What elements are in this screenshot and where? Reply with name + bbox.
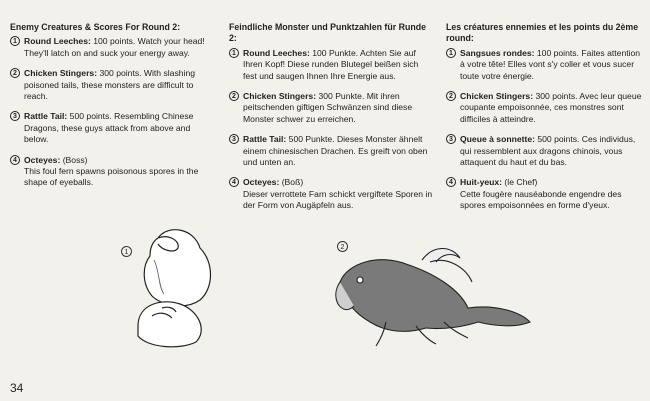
- figure-label: 1: [121, 246, 132, 257]
- entry-number: 4: [229, 177, 239, 187]
- entry-name: Chicken Stingers:: [24, 68, 98, 79]
- entry-rattle-tail: [229, 134, 434, 168]
- entry-chicken-stingers: [10, 68, 210, 102]
- entry-number: 4: [10, 155, 20, 165]
- entry-text: 500 points. Resembling Chinese Dragons, these guys attack from above and below.: [24, 111, 194, 145]
- entry-name: Chicken Stingers:: [243, 91, 317, 102]
- column-french: [446, 22, 642, 221]
- page-number: 34: [10, 381, 24, 395]
- entry-name: Rattle Tail:: [243, 134, 287, 145]
- entry-number: 2: [446, 91, 456, 101]
- entry-round-leeches: [229, 48, 434, 82]
- entry-desc: Dieser verrottete Farn schickt vergiftete Sporen in der Form von Augäpfeln aus.: [243, 188, 433, 211]
- entry-rattle-tail: [446, 134, 642, 168]
- entry-text: (Boß): [279, 177, 304, 188]
- entry-chicken-stingers: [229, 91, 434, 125]
- entry-text: (le Chef): [502, 177, 538, 188]
- entry-number: 3: [229, 134, 239, 144]
- entry-number: 4: [446, 177, 456, 187]
- entry-text: 500 Punkte. Dieses Monster ähnelt einem chinesischen Drachen. Es greift von oben und unten an.: [243, 134, 428, 168]
- entry-text: 500 points. Ces individus, qui ressemblent aux dragons chinois, vous attaquent du haut et du bas.: [460, 134, 636, 168]
- entry-text: (Boss): [60, 154, 88, 165]
- entry-number: 2: [229, 91, 239, 101]
- entry-round-leeches: [10, 36, 210, 59]
- entry-number: 1: [10, 36, 20, 46]
- entry-name: Queue à sonnette:: [460, 134, 535, 145]
- entry-name: Round Leeches:: [24, 36, 91, 47]
- entry-text: 100 points. Watch your head! They'll latch on and suck your energy away.: [24, 36, 205, 58]
- entry-text: 300 Punkte. Mit ihren peitschenden giftigen Schwänzen sind diese Monster schwer zu erreichen.: [243, 91, 413, 124]
- entry-name: Rattle Tail:: [24, 111, 68, 122]
- entry-octeyes: [446, 177, 642, 211]
- column-german: [229, 22, 434, 221]
- chicken-stinger-illustration: [326, 242, 536, 354]
- entry-number: 2: [10, 68, 20, 78]
- entry-name: Octeyes:: [24, 154, 61, 165]
- entry-name: Round Leeches:: [243, 47, 310, 58]
- entry-round-leeches: [446, 48, 642, 82]
- entry-text: 100 points. Faites attention à votre tête! Elles vont s'y coller et vous sucer toute votre énergie.: [460, 47, 641, 81]
- column-heading: Enemy Creatures & Scores For Round 2:: [10, 22, 181, 32]
- entry-number: 1: [446, 48, 456, 58]
- entry-text: 300 points. Avec leur queue coupante empoisonnée, ces monstres sont difficiles à atteindre.: [460, 91, 642, 124]
- entry-number: 1: [229, 48, 239, 58]
- entry-number: 3: [10, 111, 20, 121]
- entry-text: 100 Punkte. Achten Sie auf Ihren Kopf! Diese runden Blutegel beißen sich fest und saugen Ihnen Ihre Energie aus.: [243, 47, 419, 81]
- entry-name: Sangsues rondes:: [460, 47, 535, 58]
- entry-octeyes: [229, 177, 434, 211]
- round-leech-illustration: [128, 226, 223, 351]
- entry-text: 300 points. With slashing poisoned tails, these monsters are difficult to reach.: [24, 68, 196, 102]
- entry-name: Octeyes:: [243, 177, 280, 188]
- entry-name: Huit-yeux:: [460, 177, 503, 188]
- entry-octeyes: [10, 155, 210, 189]
- entry-rattle-tail: [10, 111, 210, 145]
- entry-chicken-stingers: [446, 91, 642, 125]
- entry-desc: Cette fougère nauséabonde engendre des spores empoisonnées en forme d'yeux.: [460, 188, 622, 211]
- column-heading: Feindliche Monster und Punktzahlen für Runde 2:: [229, 22, 426, 44]
- entry-number: 3: [446, 134, 456, 144]
- figure-label: 2: [337, 241, 348, 252]
- entry-desc: This foul fern spawns poisonous spores in the shape of eyeballs.: [24, 166, 199, 188]
- column-heading: Les créatures ennemies et les points du 2ème round:: [446, 22, 639, 44]
- column-english: [10, 22, 210, 198]
- entry-name: Chicken Stingers:: [460, 91, 534, 102]
